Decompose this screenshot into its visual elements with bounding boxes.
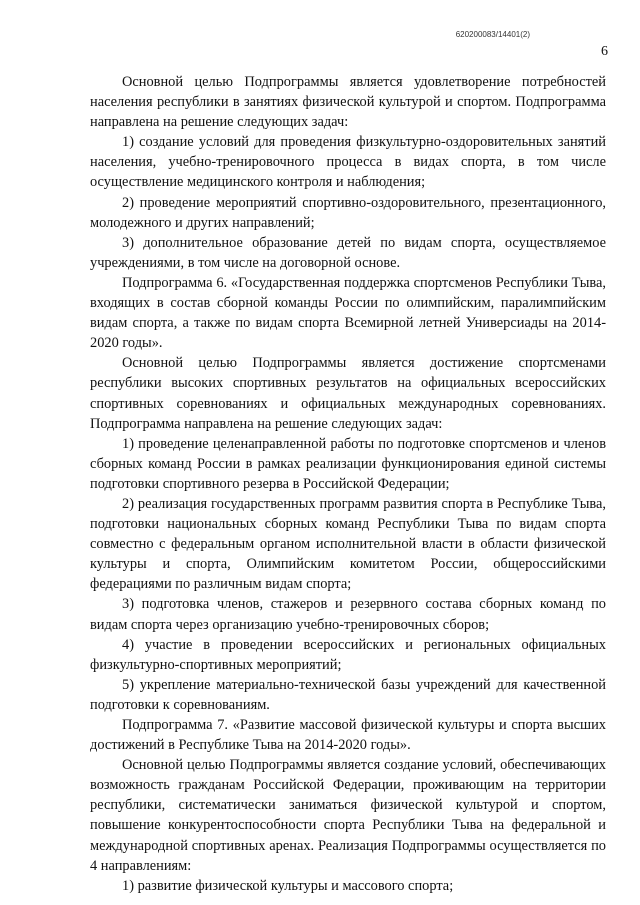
paragraph: 2) проведение мероприятий спортивно-оздоровительного, презентационного, молодежного и других направлений; (90, 194, 606, 231)
paragraph: Основной целью Подпрограммы является достижение спортсменами республики высоких спортивных результатов на официальных всероссийских спортивных соревнованиях и официальных международных соревнованиях. Подпрограмма направлена на решение следующих задач: (90, 355, 606, 432)
paragraph: 1) проведение целенаправленной работы по подготовке спортсменов и членов сборных команд России в рамках реализации функционирования единой системы подготовки спортивного резерва в Российской Федерации; (90, 435, 606, 492)
paragraph: 4) участие в проведении всероссийских и региональных официальных физкультурно-спортивных мероприятий; (90, 636, 606, 673)
paragraph: 5) укрепление материально-технической базы учреждений для качественной подготовки к соревнованиям. (90, 676, 606, 713)
paragraph: 3) дополнительное образование детей по видам спорта, осуществляемое учреждениями, в том числе на договорной основе. (90, 234, 606, 271)
paragraph: 3) подготовка членов, стажеров и резервного состава сборных команд по видам спорта через организацию учебно-тренировочных сборов; (90, 596, 606, 633)
paragraph: Основной целью Подпрограммы является удовлетворение потребностей населения республики в занятиях физической культурой и спортом. Подпрограмма направлена на решение следующих задач: (90, 74, 606, 131)
paragraph: 1) развитие физической культуры и массового спорта; (122, 877, 454, 894)
document-id: 620200083/14401(2) (455, 30, 530, 39)
paragraph: Подпрограмма 6. «Государственная поддержка спортсменов Республики Тыва, входящих в состав сборной команды России по олимпийским, паралимпийским видам спорта, а также по видам спорта Всемирной летней Универсиады на 2014-2020 годы». (90, 274, 606, 352)
paragraph: 1) создание условий для проведения физкультурно-оздоровительных занятий населения, учебно-тренировочного процесса в видах спорта, в том числе осуществление медицинского контроля и наблюдения; (90, 134, 606, 191)
document-body (90, 72, 606, 896)
paragraph: 2) реализация государственных программ развития спорта в Республике Тыва, подготовки национальных сборных команд Республики Тыва по видам спорта совместно с федеральным органом исполнительной власти в области физической культуры и спорта, Олимпийским комитетом России, общероссийскими федерациями по различным видам спорта; (90, 495, 606, 593)
paragraph: Подпрограмма 7. «Развитие массовой физической культуры и спорта высших достижений в Республике Тыва на 2014-2020 годы». (90, 717, 606, 754)
paragraph: Основной целью Подпрограммы является создание условий, обеспечивающих возможность гражданам Российской Федерации, проживающим на территории республики, систематически заниматься физической культурой и спортом, повышение конкурентоспособности спорта Республики Тыва на федеральной и международной спортивных аренах. Реализация Подпрограммы осуществляется по 4 направлениям: (90, 757, 606, 874)
page-number: 6 (601, 44, 608, 59)
